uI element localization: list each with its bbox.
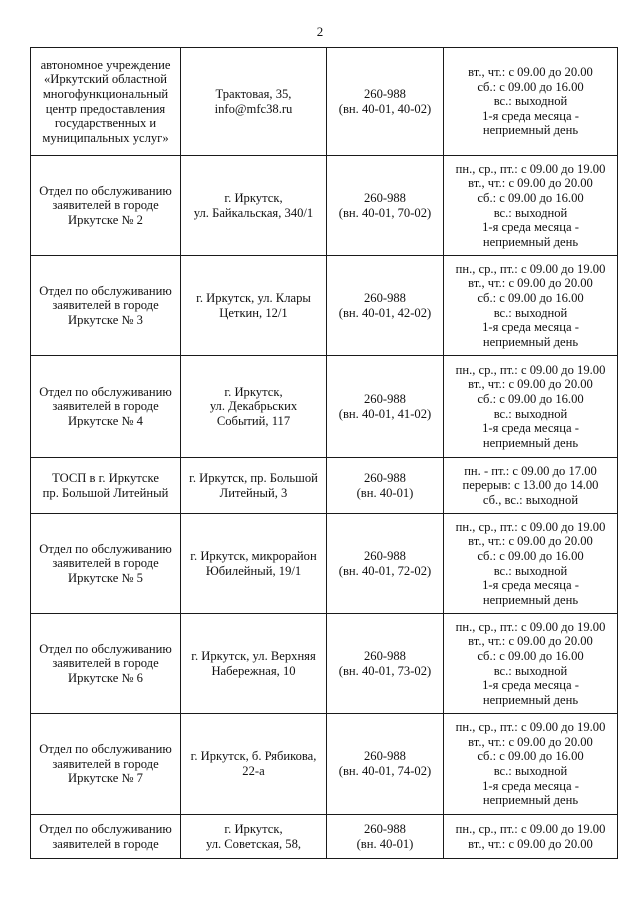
office-hours-cell: пн., ср., пт.: с 09.00 до 19.00 вт., чт.: с 09.00 до 20.00	[444, 815, 618, 859]
office-address-cell: г. Иркутск, б. Рябикова, 22-а	[181, 714, 327, 815]
office-phone-cell: 260-988 (вн. 40-01, 73-02)	[327, 614, 444, 714]
office-hours-cell: пн., ср., пт.: с 09.00 до 19.00 вт., чт.: с 09.00 до 20.00 сб.: с 09.00 до 16.00 вс.: выходной 1-я среда месяца - неприемный день	[444, 256, 618, 356]
office-phone-cell: 260-988 (вн. 40-01, 40-02)	[327, 48, 444, 156]
table-row	[31, 156, 618, 256]
office-address-cell: г. Иркутск, ул. Верхняя Набережная, 10	[181, 614, 327, 714]
office-name-cell: ТОСП в г. Иркутске пр. Большой Литейный	[31, 458, 181, 514]
office-address-cell: г. Иркутск, пр. Большой Литейный, 3	[181, 458, 327, 514]
office-name-cell: Отдел по обслуживанию заявителей в городе Иркутске № 7	[31, 714, 181, 815]
table-row	[31, 514, 618, 614]
office-phone-cell: 260-988 (вн. 40-01, 72-02)	[327, 514, 444, 614]
office-address-cell: г. Иркутск, ул. Советская, 58,	[181, 815, 327, 859]
office-phone-cell: 260-988 (вн. 40-01, 70-02)	[327, 156, 444, 256]
office-hours-cell: пн., ср., пт.: с 09.00 до 19.00 вт., чт.: с 09.00 до 20.00 сб.: с 09.00 до 16.00 вс.: выходной 1-я среда месяца - неприемный день	[444, 156, 618, 256]
office-hours-cell: пн., ср., пт.: с 09.00 до 19.00 вт., чт.: с 09.00 до 20.00 сб.: с 09.00 до 16.00 вс.: выходной 1-я среда месяца - неприемный день	[444, 614, 618, 714]
office-hours-cell: пн., ср., пт.: с 09.00 до 19.00 вт., чт.: с 09.00 до 20.00 сб.: с 09.00 до 16.00 вс.: выходной 1-я среда месяца - неприемный день	[444, 356, 618, 458]
office-name-cell: Отдел по обслуживанию заявителей в городе Иркутске № 3	[31, 256, 181, 356]
office-address-cell: г. Иркутск, микрорайон Юбилейный, 19/1	[181, 514, 327, 614]
office-hours-cell: пн., ср., пт.: с 09.00 до 19.00 вт., чт.: с 09.00 до 20.00 сб.: с 09.00 до 16.00 вс.: выходной 1-я среда месяца - неприемный день	[444, 714, 618, 815]
table-row	[31, 48, 618, 156]
office-name-cell: Отдел по обслуживанию заявителей в городе	[31, 815, 181, 859]
office-phone-cell: 260-988 (вн. 40-01, 42-02)	[327, 256, 444, 356]
table-row	[31, 356, 618, 458]
table-row	[31, 815, 618, 859]
office-address-cell: г. Иркутск, ул. Клары Цеткин, 12/1	[181, 256, 327, 356]
page-number: 2	[316, 24, 324, 39]
office-phone-cell: 260-988 (вн. 40-01)	[327, 458, 444, 514]
office-phone-cell: 260-988 (вн. 40-01, 74-02)	[327, 714, 444, 815]
office-phone-cell: 260-988 (вн. 40-01, 41-02)	[327, 356, 444, 458]
office-address-cell: г. Иркутск, ул. Байкальская, 340/1	[181, 156, 327, 256]
office-address-cell: Трактовая, 35, info@mfc38.ru	[181, 48, 327, 156]
office-name-cell: Отдел по обслуживанию заявителей в городе Иркутске № 2	[31, 156, 181, 256]
table-row	[31, 714, 618, 815]
table-row	[31, 256, 618, 356]
office-address-cell: г. Иркутск, ул. Декабрьских Событий, 117	[181, 356, 327, 458]
office-name-cell: Отдел по обслуживанию заявителей в городе Иркутске № 5	[31, 514, 181, 614]
office-hours-cell: пн., ср., пт.: с 09.00 до 19.00 вт., чт.: с 09.00 до 20.00 сб.: с 09.00 до 16.00 вс.: выходной 1-я среда месяца - неприемный день	[444, 514, 618, 614]
office-name-cell: автономное учреждение «Иркутский областной многофункциональный центр предоставления государственных и муниципальных услуг»	[31, 48, 181, 156]
office-name-cell: Отдел по обслуживанию заявителей в городе Иркутске № 4	[31, 356, 181, 458]
office-phone-cell: 260-988 (вн. 40-01)	[327, 815, 444, 859]
office-name-cell: Отдел по обслуживанию заявителей в городе Иркутске № 6	[31, 614, 181, 714]
office-hours-cell: пн. - пт.: с 09.00 до 17.00 перерыв: с 13.00 до 14.00 сб., вс.: выходной	[444, 458, 618, 514]
office-hours-cell: вт., чт.: с 09.00 до 20.00 сб.: с 09.00 до 16.00 вс.: выходной 1-я среда месяца - неприемный день	[444, 48, 618, 156]
table-row	[31, 458, 618, 514]
service-offices-table	[30, 47, 618, 859]
table-row	[31, 614, 618, 714]
